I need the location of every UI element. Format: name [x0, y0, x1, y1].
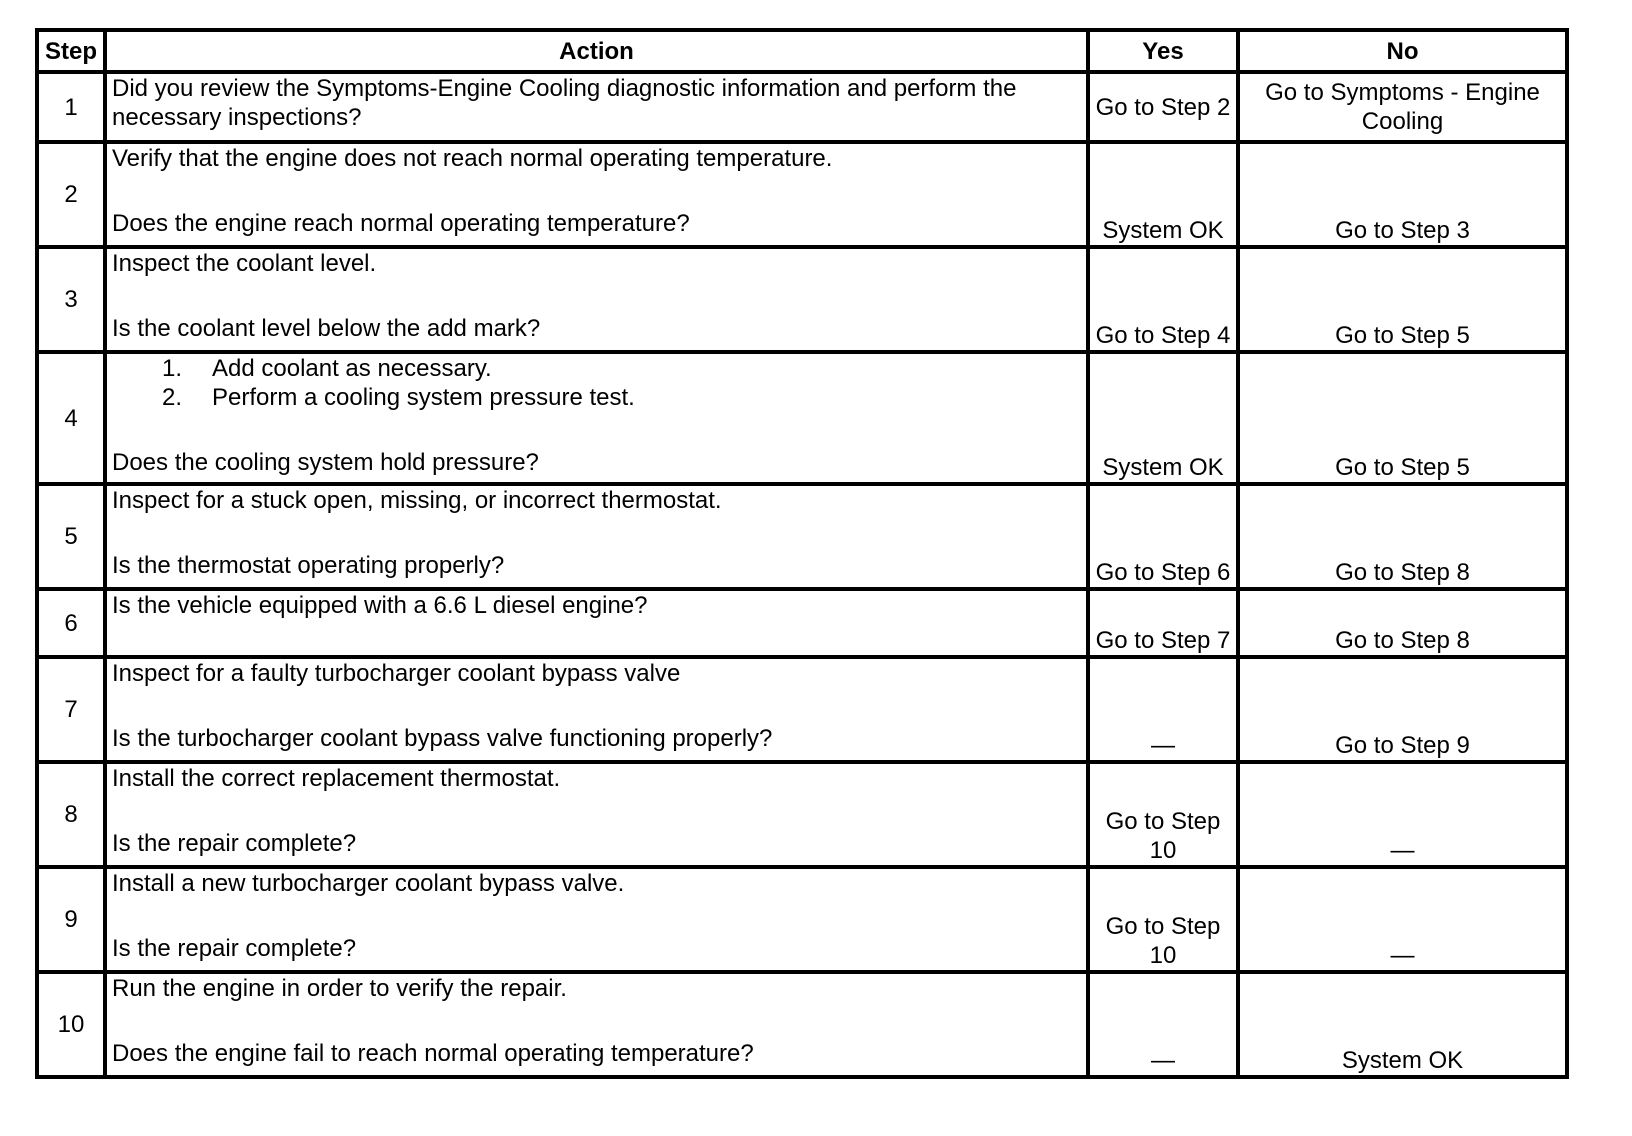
- header-yes: Yes: [1088, 30, 1238, 72]
- action-cell: [105, 352, 1088, 484]
- no-result: —: [1238, 762, 1567, 867]
- yes-result: Go to Step 4: [1088, 247, 1238, 352]
- no-result: Go to Step 8: [1238, 589, 1567, 657]
- yes-result: —: [1088, 972, 1238, 1077]
- action-question: Does the cooling system hold pressure?: [112, 449, 539, 476]
- step-number: 9: [37, 867, 105, 972]
- step-number: 6: [37, 589, 105, 657]
- table-row: [37, 972, 1567, 1077]
- action-text: Verify that the engine does not reach normal operating temperature.: [112, 145, 833, 172]
- no-result: Go to Step 8: [1238, 484, 1567, 589]
- yes-result: Go to Step 6: [1088, 484, 1238, 589]
- action-text: Install a new turbocharger coolant bypass valve.: [112, 870, 625, 897]
- step-number: 10: [37, 972, 105, 1077]
- header-action: Action: [105, 30, 1088, 72]
- action-question: Is the repair complete?: [112, 935, 357, 962]
- yes-result: Go to Step 7: [1088, 589, 1238, 657]
- table-row: [37, 352, 1567, 484]
- action-question: Does the engine fail to reach normal operating temperature?: [112, 1040, 754, 1067]
- action-text: Install the correct replacement thermostat.: [112, 765, 561, 792]
- action-question: Does the engine reach normal operating temperature?: [112, 210, 690, 237]
- action-question: Is the repair complete?: [112, 830, 357, 857]
- header-no: No: [1238, 30, 1567, 72]
- no-result: Go to Symptoms - Engine Cooling: [1238, 72, 1567, 142]
- step-number: 2: [37, 142, 105, 247]
- no-result: Go to Step 3: [1238, 142, 1567, 247]
- step-number: 1: [37, 72, 105, 142]
- step-number: 3: [37, 247, 105, 352]
- action-question: Is the turbocharger coolant bypass valve functioning properly?: [112, 725, 773, 752]
- yes-result: Go to Step 2: [1088, 72, 1238, 142]
- table-row: [37, 867, 1567, 972]
- action-question: Is the coolant level below the add mark?: [112, 315, 541, 342]
- action-cell: [105, 657, 1088, 762]
- action-text: Inspect the coolant level.: [112, 250, 377, 277]
- action-text: Inspect for a faulty turbocharger coolant bypass valve: [112, 660, 681, 687]
- action-cell: [105, 142, 1088, 247]
- table-row: [37, 762, 1567, 867]
- no-result: Go to Step 9: [1238, 657, 1567, 762]
- no-result: System OK: [1238, 972, 1567, 1077]
- list-item: 2. Perform a cooling system pressure test.: [162, 384, 635, 411]
- yes-result: System OK: [1088, 352, 1238, 484]
- diagnostic-table: [35, 28, 1569, 1079]
- step-number: 7: [37, 657, 105, 762]
- action-text: Run the engine in order to verify the repair.: [112, 975, 567, 1002]
- header-step: Step: [37, 30, 105, 72]
- no-result: Go to Step 5: [1238, 247, 1567, 352]
- action-cell: [105, 484, 1088, 589]
- header-row: [37, 30, 1567, 72]
- action-cell: [105, 762, 1088, 867]
- list-item: 1. Add coolant as necessary.: [162, 355, 492, 382]
- action-text: Inspect for a stuck open, missing, or incorrect thermostat.: [112, 487, 722, 514]
- numbered-list: [112, 354, 1081, 412]
- yes-result: System OK: [1088, 142, 1238, 247]
- action-cell: [105, 247, 1088, 352]
- table-row: [37, 484, 1567, 589]
- step-number: 8: [37, 762, 105, 867]
- action-text: Did you review the Symptoms-Engine Cooling diagnostic information and perform the necessary inspections?: [105, 72, 1088, 142]
- table-row: [37, 142, 1567, 247]
- action-question: Is the thermostat operating properly?: [112, 552, 505, 579]
- yes-result: Go to Step 10: [1088, 762, 1238, 867]
- step-number: 5: [37, 484, 105, 589]
- table-row: [37, 72, 1567, 142]
- table-row: [37, 657, 1567, 762]
- yes-result: Go to Step 10: [1088, 867, 1238, 972]
- no-result: —: [1238, 867, 1567, 972]
- table-row: [37, 589, 1567, 657]
- no-result: Go to Step 5: [1238, 352, 1567, 484]
- action-cell: [105, 972, 1088, 1077]
- table-row: [37, 247, 1567, 352]
- action-text: Is the vehicle equipped with a 6.6 L diesel engine?: [105, 589, 1088, 657]
- action-cell: [105, 867, 1088, 972]
- step-number: 4: [37, 352, 105, 484]
- yes-result: —: [1088, 657, 1238, 762]
